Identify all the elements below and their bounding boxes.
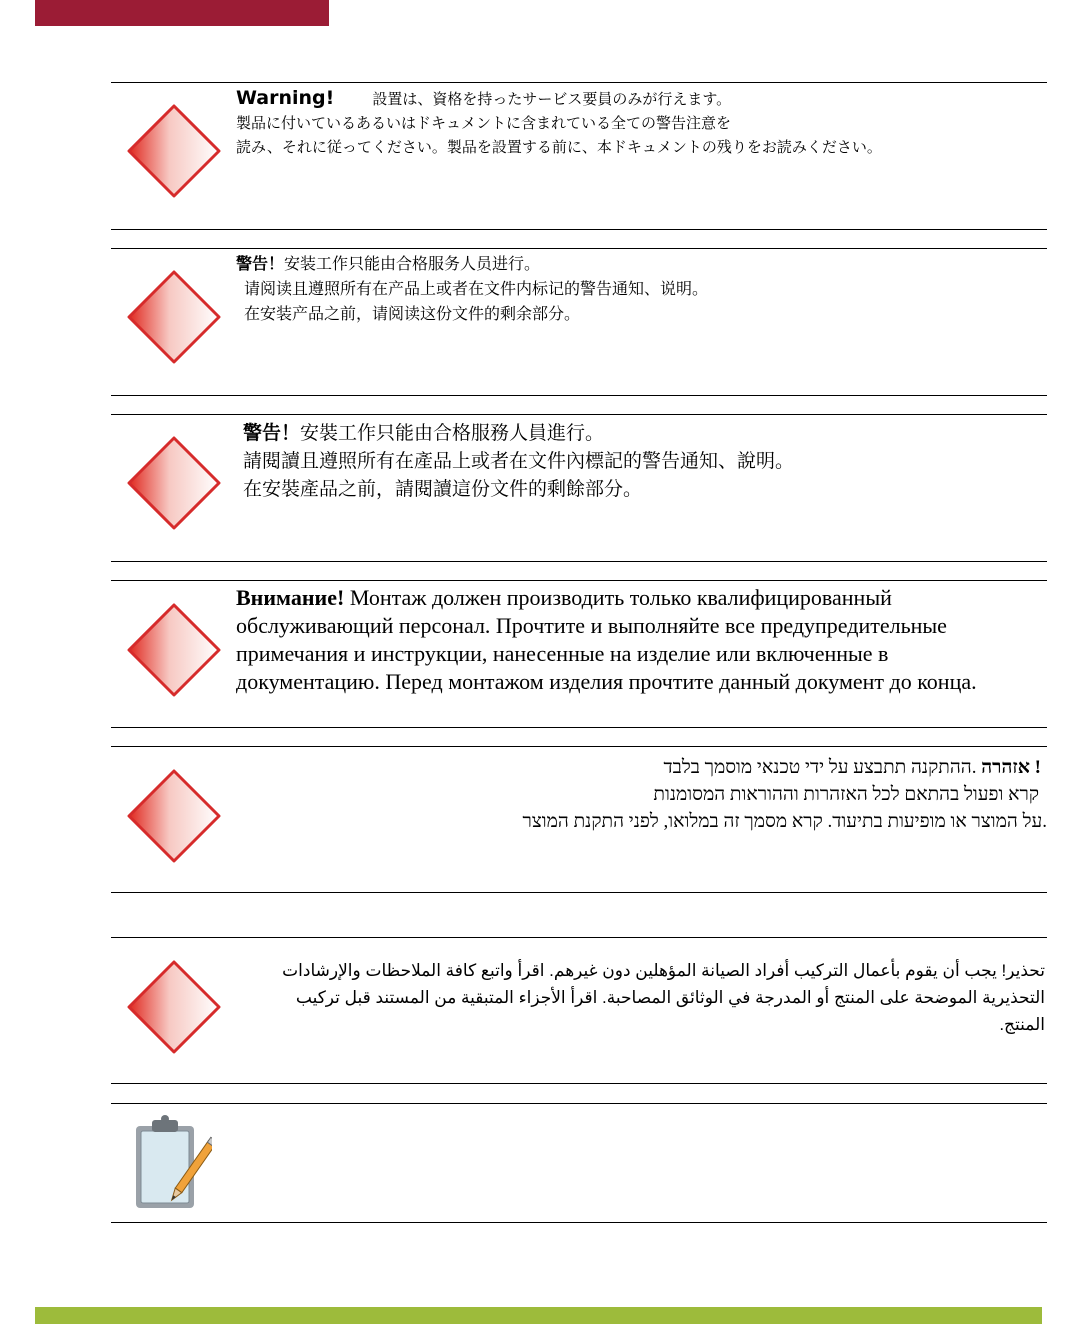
warning-text: 設置は、資格を持ったサービス要員のみが行えます。 bbox=[372, 91, 732, 108]
warning-text: примечания и инструкции, нанесенные на изделие или включенные в bbox=[236, 641, 889, 666]
warning-text: רצומה תנקתה ינפל ,ואולמב הז ךמסמ ארק .דועיתב תועיפומ וא רצומה לע. bbox=[522, 811, 1047, 832]
divider bbox=[111, 746, 1047, 747]
divider bbox=[111, 892, 1047, 893]
warning-text: 请阅读且遵照所有在产品上或者在文件内标记的警告通知、说明。 bbox=[244, 281, 709, 298]
warning-arabic bbox=[240, 957, 1045, 1038]
warning-label: 警告！ bbox=[243, 423, 301, 444]
warning-text: 読み、それに従ってください。製品を設置する前に、本ドキュメントの残りをお読みください。 bbox=[236, 139, 882, 156]
warning-diamond-icon bbox=[126, 103, 222, 199]
warning-text: דבלב ךמסומ יאנכט ידי לע עצבתת הנקתהה. bbox=[663, 757, 977, 778]
warning-text: 製品に付いているあるいはドキュメントに含まれている全ての警告注意を bbox=[236, 115, 732, 132]
divider bbox=[111, 395, 1047, 396]
warning-label: Warning! bbox=[236, 87, 335, 109]
warning-text: документацию. Перед монтажом изделия прочтите данный документ до конца. bbox=[236, 669, 977, 694]
warning-hebrew bbox=[236, 754, 1047, 835]
warning-text: 在安裝產品之前，請閱讀這份文件的剩餘部分。 bbox=[243, 479, 643, 500]
warning-text: 請閱讀且遵照所有在產品上或者在文件內標記的警告通知、說明。 bbox=[243, 451, 795, 472]
warning-text: 在安装产品之前，请阅读这份文件的剩余部分。 bbox=[244, 306, 581, 323]
warning-diamond-icon bbox=[126, 435, 222, 531]
warning-simplified-chinese bbox=[236, 252, 1048, 327]
divider bbox=[111, 248, 1047, 249]
divider bbox=[111, 229, 1047, 230]
warning-diamond-icon bbox=[126, 269, 222, 365]
warning-text: Монтаж должен производить только квалифицированный bbox=[344, 585, 892, 610]
divider bbox=[111, 82, 1047, 83]
warning-text: 安装工作只能由合格服务人员进行。 bbox=[284, 256, 541, 273]
warning-diamond-icon bbox=[126, 959, 222, 1055]
warning-text: 安裝工作只能由合格服務人員進行。 bbox=[300, 423, 605, 444]
divider bbox=[111, 1222, 1047, 1223]
divider bbox=[111, 580, 1047, 581]
warning-text: обслуживающий персонал. Прочтите и выполняйте все предупредительные bbox=[236, 613, 947, 638]
divider bbox=[111, 1103, 1047, 1104]
warning-label: הרהזא ! bbox=[981, 757, 1041, 778]
warning-diamond-icon bbox=[126, 768, 222, 864]
warning-traditional-chinese bbox=[243, 420, 1055, 504]
warning-text: تحذير! يجب أن يقوم بأعمال التركيب أفراد الصيانة المؤهلين دون غيرهم. اقرأ واتبع كافة الملاحظات والإرشادات bbox=[282, 961, 1045, 980]
warning-russian bbox=[236, 584, 1048, 696]
header-accent-bar bbox=[35, 0, 329, 26]
divider bbox=[111, 1083, 1047, 1084]
clipboard-pencil-icon bbox=[132, 1114, 212, 1210]
warning-text: תונמוסמה תוארוההו תורהזאה לכל םאתהב לועפו ארק bbox=[653, 784, 1039, 805]
warning-japanese bbox=[236, 86, 1048, 160]
warning-text: المنتج. bbox=[999, 1015, 1045, 1034]
warning-text: التحذيرية الموضحة على المنتج أو المدرجة في الوثائق المصاحبة. اقرأ الأجزاء المتبقية من المستند قبل تركيب bbox=[295, 988, 1045, 1007]
footer-accent-bar bbox=[35, 1307, 1042, 1324]
warning-label: Внимание! bbox=[236, 585, 345, 610]
warning-label: 警告！ bbox=[236, 256, 285, 273]
warning-diamond-icon bbox=[126, 602, 222, 698]
divider bbox=[111, 937, 1047, 938]
divider bbox=[111, 414, 1047, 415]
divider bbox=[111, 727, 1047, 728]
divider bbox=[111, 561, 1047, 562]
